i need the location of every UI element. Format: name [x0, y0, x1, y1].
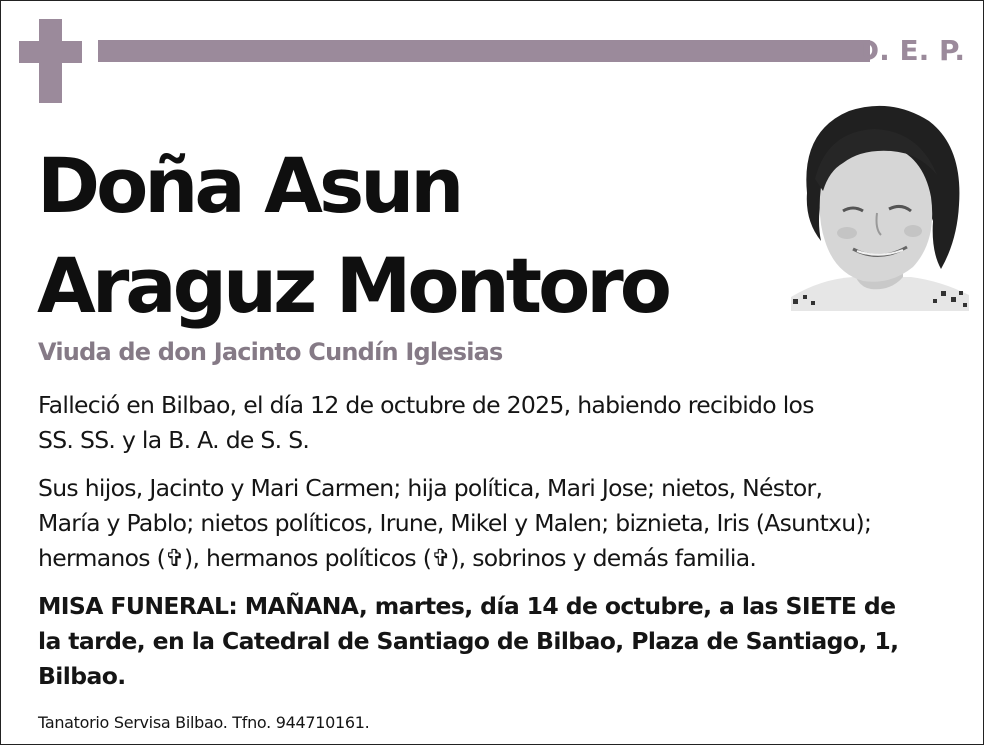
funeral-line: la tarde, en la Catedral de Santiago de Bilbao, Plaza de Santiago, 1,	[38, 627, 899, 655]
deceased-name	[37, 136, 757, 336]
family-line: Sus hijos, Jacinto y Mari Carmen; hija política, Mari Jose; nietos, Néstor,	[38, 474, 823, 502]
header-rule	[98, 40, 870, 62]
portrait-photo	[791, 101, 969, 311]
dep-label: D. E. P.	[855, 34, 965, 67]
funeral-line: MISA FUNERAL: MAÑANA, martes, día 14 de octubre, a las SIETE de	[38, 592, 896, 620]
death-line: SS. SS. y la B. A. de S. S.	[38, 426, 310, 454]
family-line: hermanos (✞), hermanos políticos (✞), sobrinos y demás familia.	[38, 544, 757, 572]
death-line: Falleció en Bilbao, el día 12 de octubre de 2025, habiendo recibido los	[38, 391, 814, 419]
cross-icon	[19, 19, 82, 103]
funeral-home-footer: Tanatorio Servisa Bilbao. Tfno. 944710161.	[38, 713, 370, 732]
death-paragraph	[38, 388, 958, 458]
family-line: María y Pablo; nietos políticos, Irune, Mikel y Malen; biznieta, Iris (Asuntxu);	[38, 509, 872, 537]
family-paragraph	[38, 471, 958, 576]
funeral-paragraph	[38, 589, 958, 694]
funeral-line: Bilbao.	[38, 662, 126, 690]
name-line-2: Araguz Montoro	[37, 241, 668, 330]
name-line-1: Doña Asun	[37, 141, 461, 230]
spouse-subtitle: Viuda de don Jacinto Cundín Iglesias	[38, 338, 503, 366]
